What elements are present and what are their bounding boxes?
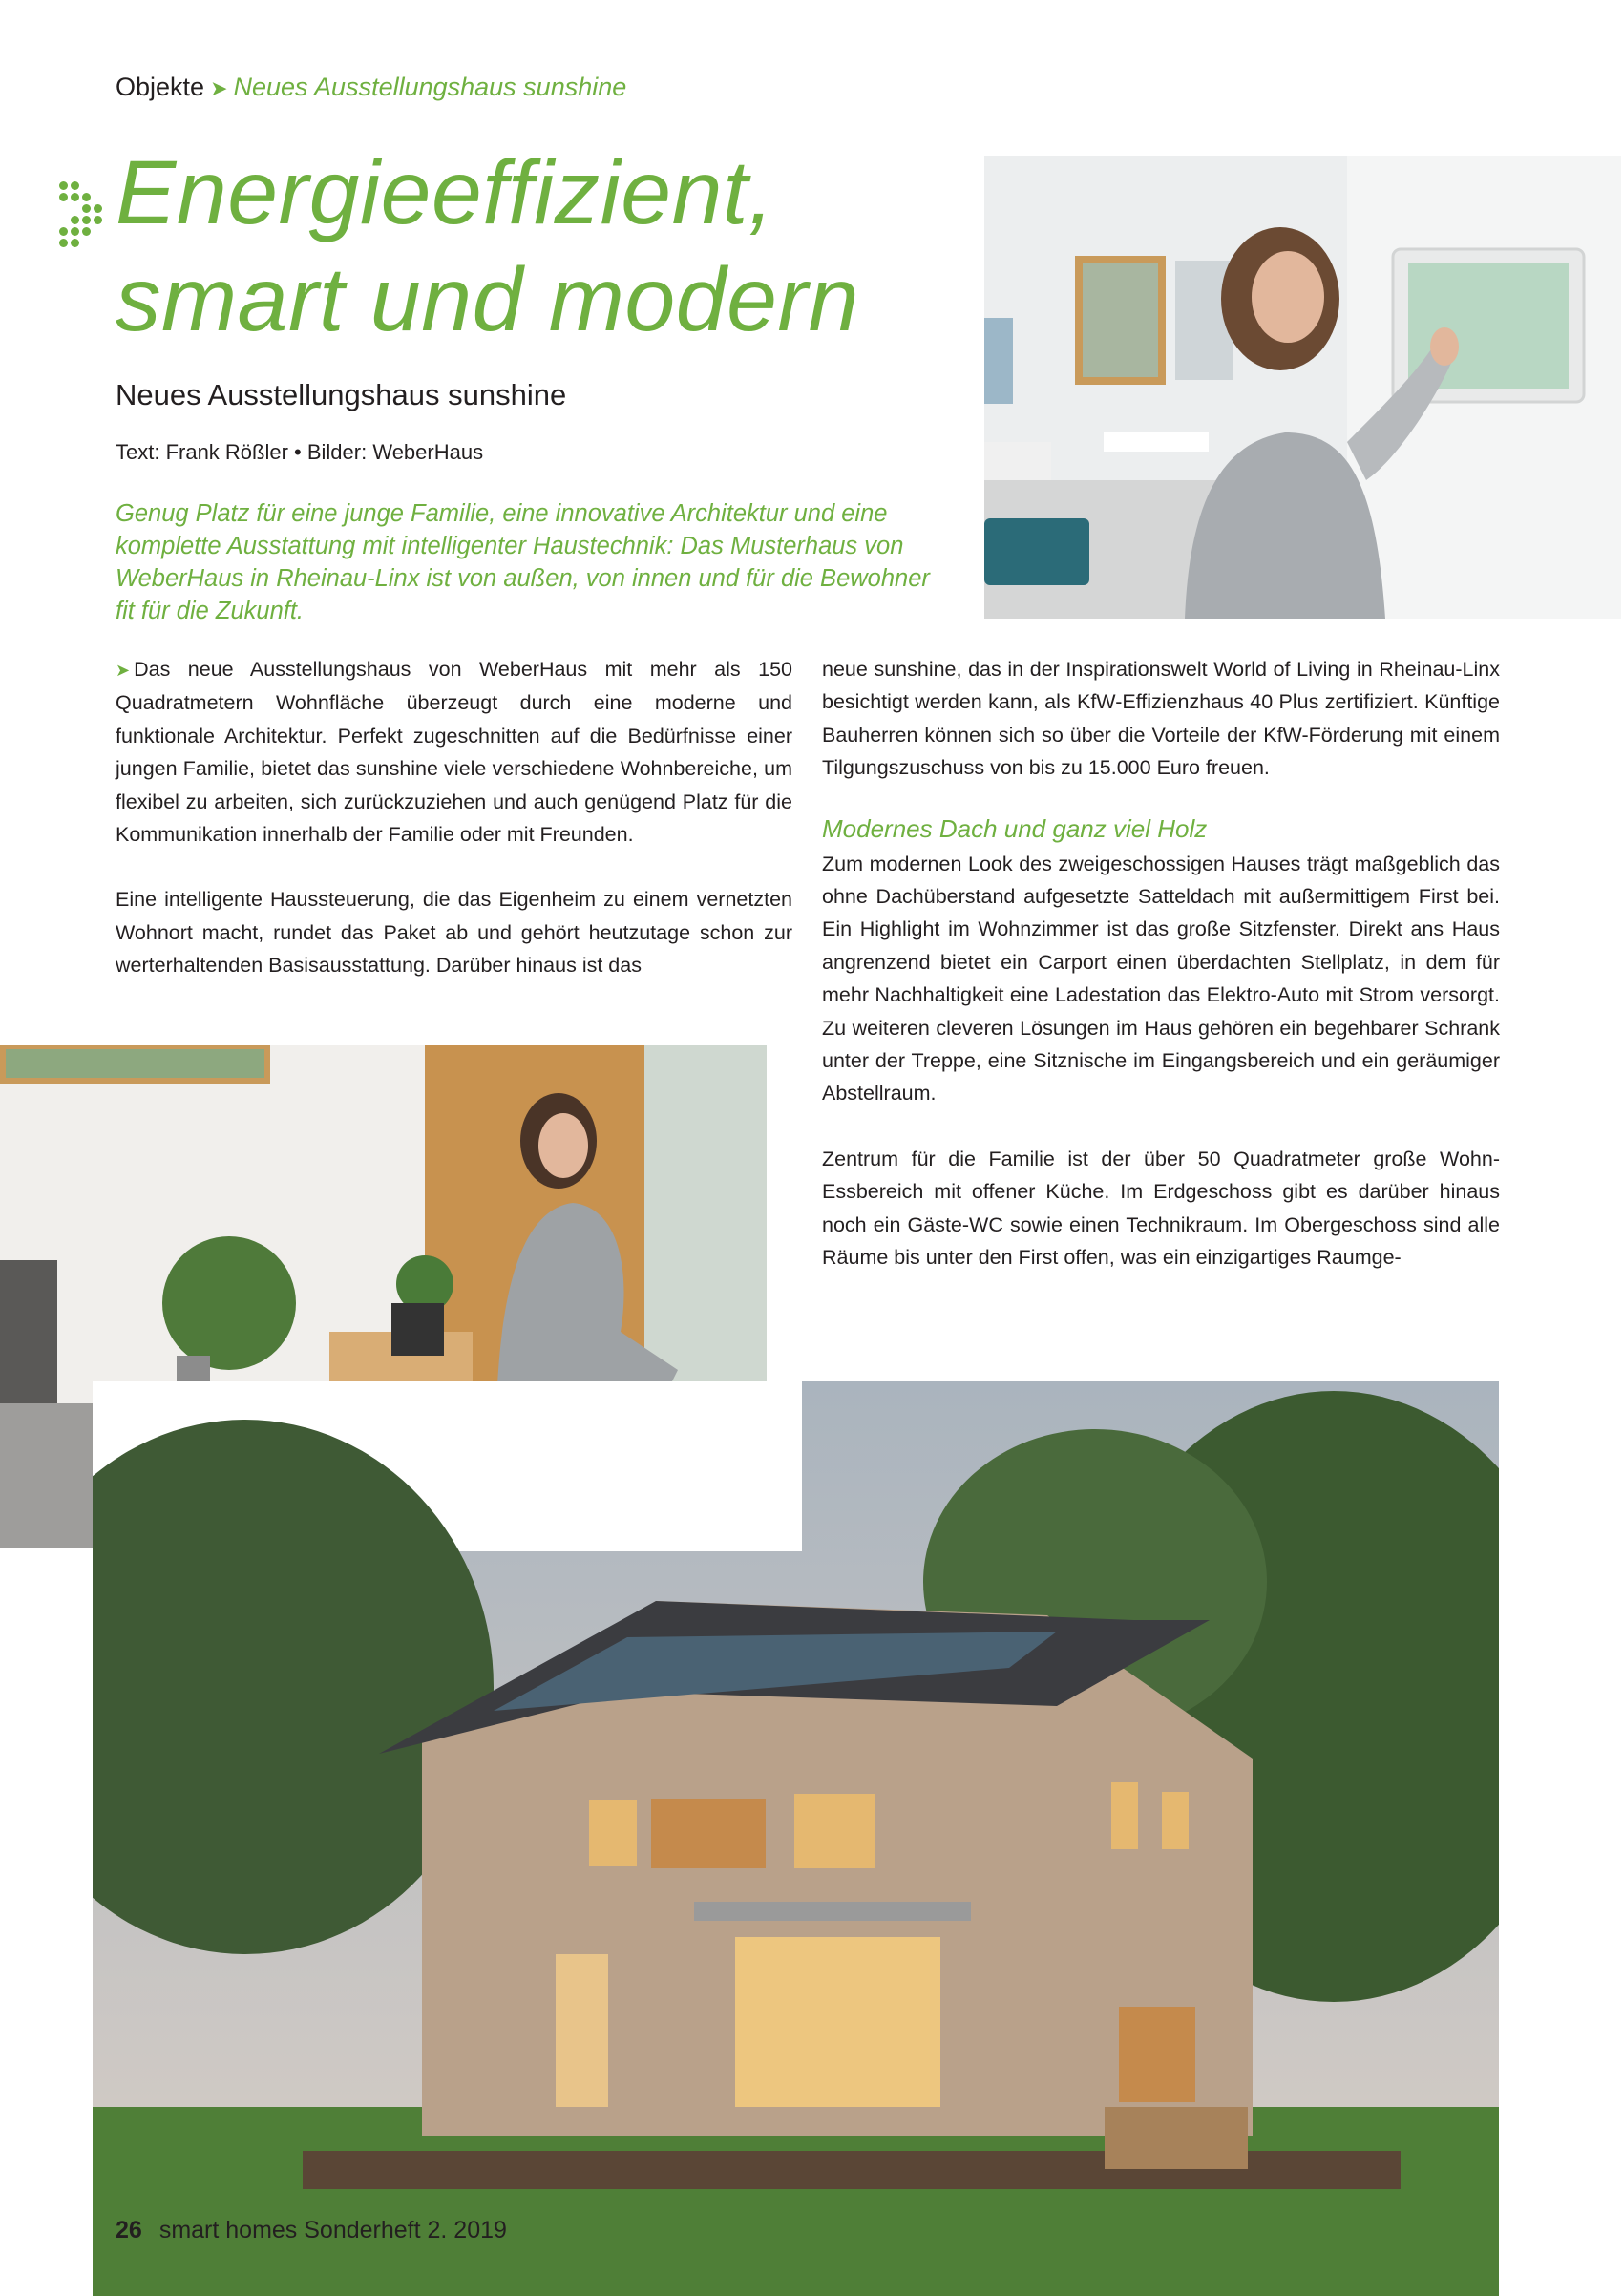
body-paragraph-1: ➤ Das neue Ausstellungshaus von WeberHaus mit mehr als 150 Quadratmetern Wohnfläche überzeugt durch eine moderne und funktionale Architektur. Perfekt zugeschnitten auf die Bedürfnisse einer jungen Familie, bietet das sunshine viele verschiedene Wohnbereiche, um flexibel zu arbeiten, sich zurückzuziehen und auch genügend Platz für die Kommunikation innerhalb der Familie oder mit Freunden. bbox=[116, 658, 792, 847]
article-column-left bbox=[116, 653, 792, 982]
article-credits: Text: Frank Rößler • Bilder: WeberHaus bbox=[116, 440, 484, 464]
breadcrumb-section: Objekte bbox=[116, 73, 205, 101]
article-column-right bbox=[822, 653, 1500, 1274]
page-footer bbox=[116, 2217, 507, 2244]
photo-woman-smart-panel-illustration bbox=[984, 156, 1621, 619]
photo-house-exterior bbox=[93, 1381, 1499, 2296]
publication-name: smart homes Sonderheft 2. 2019 bbox=[158, 2217, 507, 2243]
body-paragraph-2: Eine intelligente Haussteuerung, die das Eigenheim zu einem vernetzten Wohnort macht, rundet das Paket ab und gehört heutzutage schon zur werterhaltenden Basisausstattung. Darüber hinaus ist das bbox=[116, 888, 792, 978]
body-paragraph-4: Zentrum für die Familie ist der über 50 Quadratmeter große Wohn-Essbereich mit offener Küche. Im Erdgeschoss gibt es darüber hinaus noch ein Gäste-WC sowie einen Technikraum. Im Obergeschoss sind alle Räume bis unter den First offen, was ein einzigartiges Raumge- bbox=[822, 1147, 1500, 1270]
chevron-right-icon: ➤ bbox=[116, 661, 131, 680]
body-paragraph-2-continued: neue sunshine, das in der Inspirationswelt World of Living in Rheinau-Linx besichtigt werden kann, als KfW-Effizienzhaus 40 Plus zertifiziert. Künftige Bauherren können sich so über die Vorteile der KfW-Förderung mit einem Tilgungszuschuss von bis zu 15.000 Euro freuen. bbox=[822, 658, 1500, 780]
section-heading: Modernes Dach und ganz viel Holz bbox=[822, 813, 1208, 843]
breadcrumb bbox=[116, 73, 626, 102]
page-title-line-2: smart und modern bbox=[116, 249, 859, 350]
dotted-arrow-icon bbox=[55, 178, 115, 254]
chevron-right-icon: ➤ bbox=[210, 76, 228, 100]
photo-woman-smart-panel bbox=[984, 156, 1621, 619]
article-lead: Genug Platz für eine junge Familie, eine innovative Architektur und eine komplette Ausstattung mit intelligenter Haustechnik: Das Musterhaus von WeberHaus in Rheinau-Linx ist von außen, von innen und für die Bewohner fit für die Zukunft. bbox=[116, 500, 930, 624]
page-title-line-1: Energieeffizient, bbox=[116, 142, 774, 243]
photo-house-exterior-illustration bbox=[93, 1381, 1499, 2296]
body-paragraph-3: Zum modernen Look des zweigeschossigen Hauses trägt maßgeblich das ohne Dachüberstand aufgesetzte Satteldach mit außermittigem First bei. Ein Highlight im Wohnzimmer ist das große Sitzfenster. Direkt ans Haus angrenzend bietet ein Carport einen überdachten Stellplatz, in dem für mehr Nachhaltigkeit eine Ladestation das Elektro-Auto mit Strom versorgt. Zu weiteren cleveren Lösungen im Haus gehören ein begehbarer Schrank unter der Treppe, eine Sitznische im Eingangsbereich und ein geräumiger Abstellraum. bbox=[822, 852, 1500, 1106]
page-number: 26 bbox=[116, 2217, 142, 2243]
article-subtitle: Neues Ausstellungshaus sunshine bbox=[116, 378, 567, 411]
breadcrumb-page: Neues Ausstellungshaus sunshine bbox=[233, 73, 627, 101]
